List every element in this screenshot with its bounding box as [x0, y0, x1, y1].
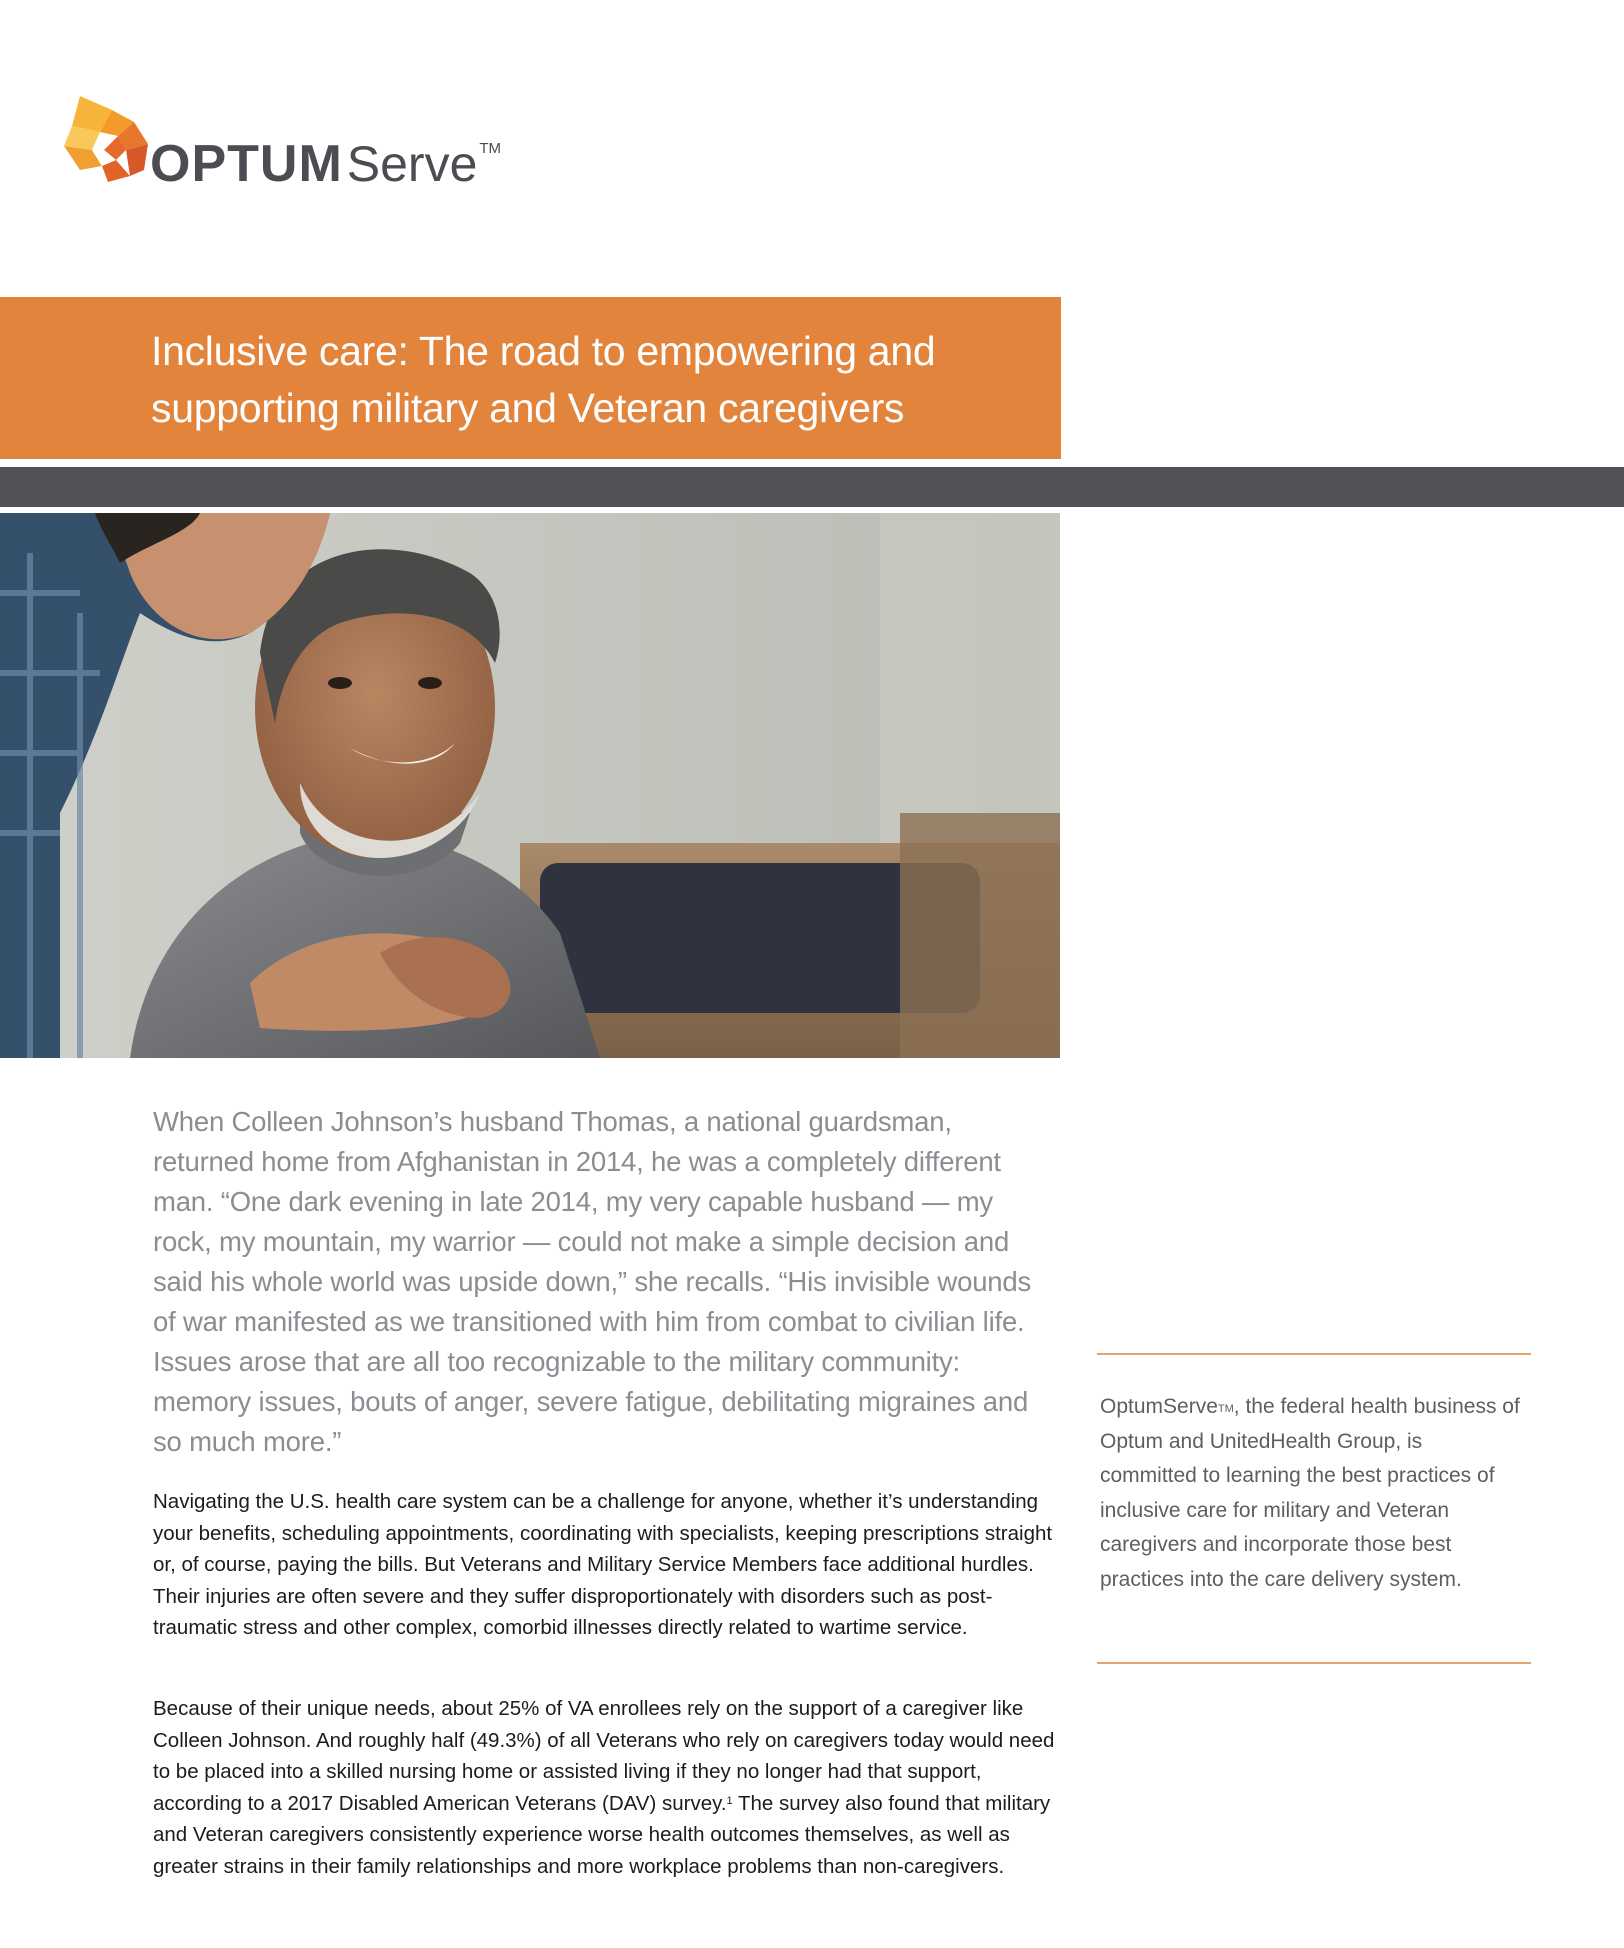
photo-caregiver-veteran-icon [0, 513, 1060, 1058]
body-paragraph-2-continued: The survey also found that military and Veteran caregivers consistently experience worse health outcomes themselves, as well as greater strains in their family relationships and more workplace problems than non-caregivers. [153, 1791, 1051, 1878]
footnote-reference: 1 [726, 1794, 733, 1807]
callout-top-rule [1097, 1353, 1531, 1355]
lead-paragraph: When Colleen Johnson’s husband Thomas, a national guardsman, returned home from Afghanistan in 2014, he was a completely different man. “One dark evening in late 2014, my very capable husband — my rock, my mountain, my warrior — could not make a simple decision and said his whole world was upside down,” she recalls. “His invisible wounds of war manifested as we transitioned with him from combat to civilian life. Issues arose that are all too recognizable to the military community: memory issues, bouts of anger, severe fatigue, debilitating migraines and so much more.” [153, 1106, 1032, 1457]
sidebar-callout [1100, 1390, 1520, 1597]
callout-brand: OptumServe [1100, 1395, 1218, 1418]
body-paragraph-2-text: Because of their unique needs, about 25% of VA enrollees rely on the support of a caregiver like Colleen Johnson. And roughly half (49.3%) of all Veterans who rely on caregivers today would need to be placed into a skilled nursing home or assisted living if they no longer had that support, according to a 2017 Disabled American Veterans (DAV) survey. [153, 1697, 1055, 1815]
callout-bottom-rule [1097, 1662, 1531, 1664]
title-banner [0, 297, 1061, 459]
optum-logo-mark-icon [62, 92, 154, 184]
page-title: Inclusive care: The road to empowering and supporting military and Veteran caregivers [151, 328, 936, 431]
body-paragraph-2 [153, 1693, 1058, 1882]
hero-photo [0, 513, 1060, 1058]
logo-optum-text: OPTUM [150, 135, 343, 193]
callout-trademark: TM [1217, 1403, 1234, 1415]
logo-wordmark [150, 134, 501, 194]
logo-serve-text: Serve [346, 136, 478, 192]
callout-text: , the federal health business of Optum and UnitedHealth Group, is committed to learning the best practices of inclusive care for military and Veteran caregivers and incorporate those best practices into the care delivery system. [1100, 1395, 1520, 1591]
body-paragraph-1: Navigating the U.S. health care system can be a challenge for anyone, whether it’s understanding your benefits, scheduling appointments, coordinating with specialists, keeping prescriptions straight or, of course, paying the bills. But Veterans and Military Service Members face additional hurdles. Their injuries are often severe and they suffer disproportionately with disorders such as post-traumatic stress and other complex, comorbid illnesses directly related to wartime service. [153, 1490, 1053, 1639]
logo-trademark: TM [479, 140, 502, 157]
optum-serve-logo [62, 92, 522, 202]
divider-bar [0, 467, 1624, 507]
